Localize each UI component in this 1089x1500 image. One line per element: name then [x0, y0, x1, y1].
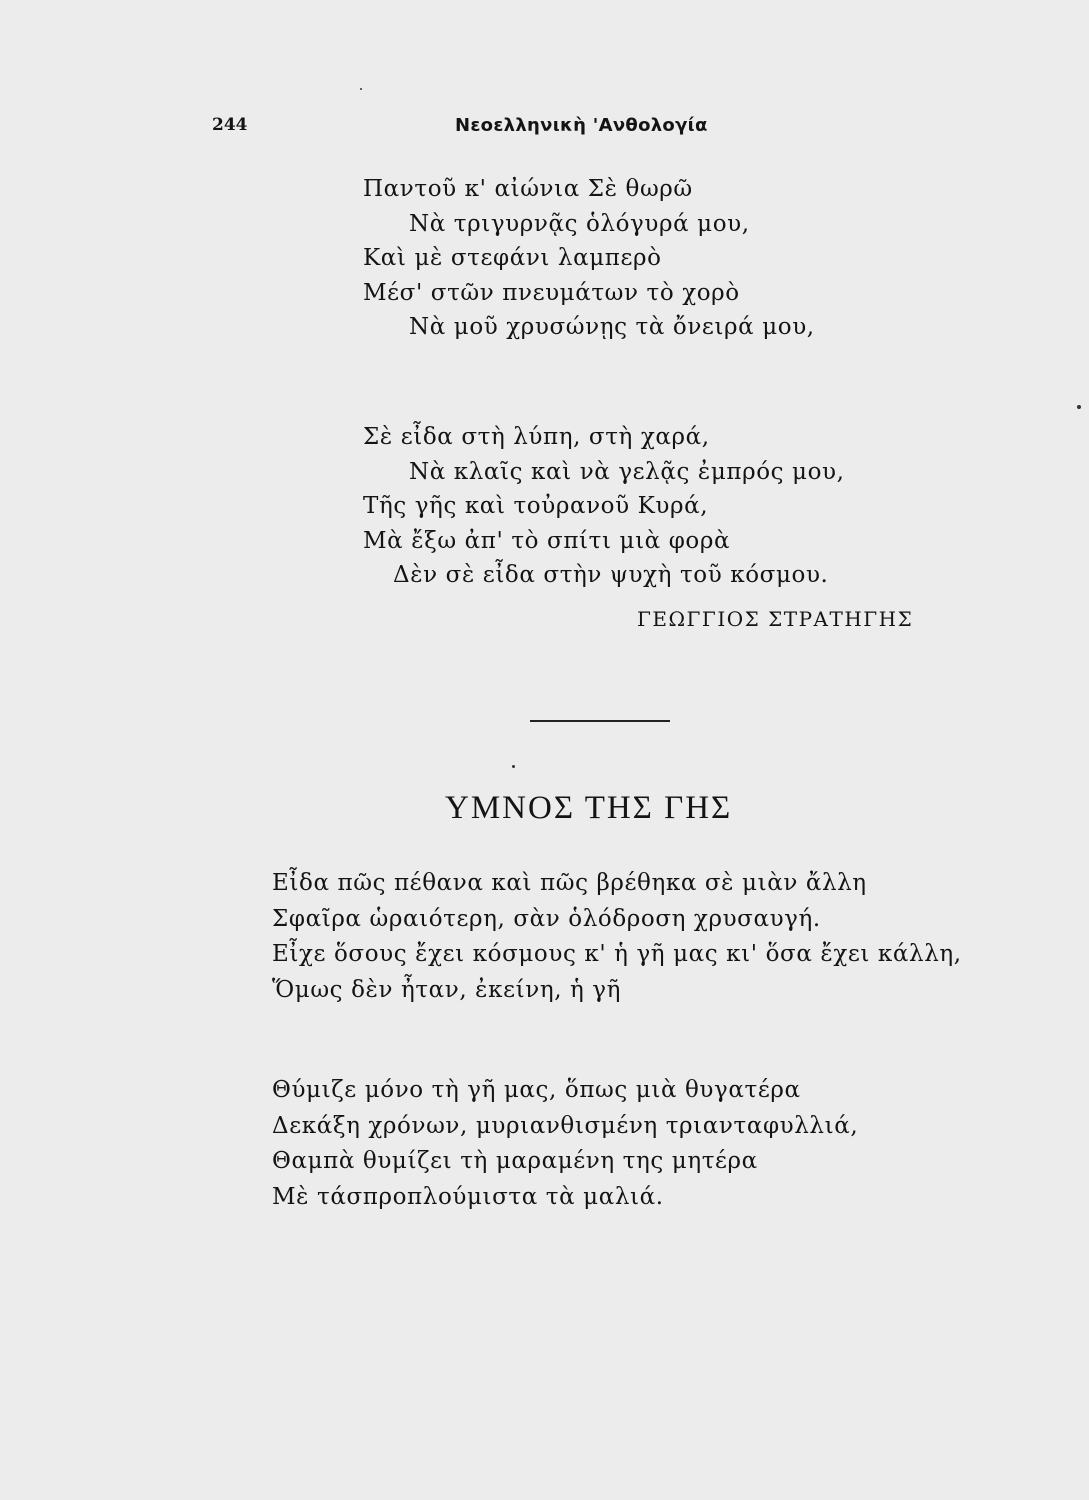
verse-line: Μέσ' στῶν πνευμάτων τὸ χορὸ [363, 279, 740, 306]
page-header [0, 115, 1089, 145]
verse-line: Παντοῦ κ' αἰώνια Σὲ θωρῶ [363, 176, 693, 202]
print-speck [512, 765, 515, 768]
poem2-stanza1 [272, 866, 962, 1008]
verse-line: Τῆς γῆς καὶ τοὐρανοῦ Κυρά, [363, 493, 709, 519]
poem-title: ΥΜΝΟΣ ΤΗΣ ΓΗΣ [445, 790, 733, 826]
poem-author: ΓΕΩΓΓΙΟΣ ΣΤΡΑΤΗΓΗΣ [637, 607, 914, 631]
verse-line: Μὲ τάσπροπλούμιστα τὰ μαλιά. [272, 1183, 664, 1210]
verse-line: Νὰ κλαῖς καὶ νὰ γελᾷς ἐμπρός μου, [409, 458, 845, 485]
verse-line: Σὲ εἶδα στὴ λύπη, στὴ χαρά, [363, 424, 710, 450]
verse-line: Καὶ μὲ στεφάνι λαμπερὸ [363, 245, 662, 271]
verse-line: Μὰ ἔξω ἀπ' τὸ σπίτι μιὰ φορὰ [363, 527, 731, 554]
running-title: Νεοελληνικὴ 'Ανθολογία [455, 115, 708, 136]
verse-line: Εἶδα πῶς πέθανα καὶ πῶς βρέθηκα σὲ μιὰν ἄλλη [272, 870, 867, 896]
verse-line: Εἶχε ὅσους ἔχει κόσμους κ' ἡ γῆ μας κι' ὅσα ἔχει κάλλη, [272, 941, 962, 967]
verse-line: Σφαῖρα ὡραιότερη, σὰν ὁλόδροση χρυσαυγή. [272, 905, 821, 932]
poem1-stanza1 [363, 172, 815, 345]
poem1-stanza2 [363, 420, 845, 593]
section-divider [530, 720, 670, 722]
verse-line: Θαμπὰ θυμίζει τὴ μαραμένη της μητέρα [272, 1148, 758, 1174]
verse-line: Νὰ μοῦ χρυσώνῃς τὰ ὄνειρά μου, [409, 314, 815, 340]
page-number: 244 [212, 115, 248, 135]
verse-line: Ὅμως δὲν ἦταν, ἐκείνη, ἡ γῆ [272, 976, 622, 1003]
verse-line: Δεκάξη χρόνων, μυριανθισμένη τριανταφυλλιά, [272, 1112, 859, 1139]
print-speck [1077, 405, 1081, 409]
verse-line: Νὰ τριγυρνᾷς ὁλόγυρά μου, [409, 210, 750, 237]
poem2-stanza2 [272, 1073, 858, 1215]
verse-line: Δὲν σὲ εἶδα στὴν ψυχὴ τοῦ κόσμου. [393, 562, 829, 588]
verse-line: Θύμιζε μόνο τὴ γῆ μας, ὅπως μιὰ θυγατέρα [272, 1077, 801, 1103]
print-speck [360, 88, 362, 90]
